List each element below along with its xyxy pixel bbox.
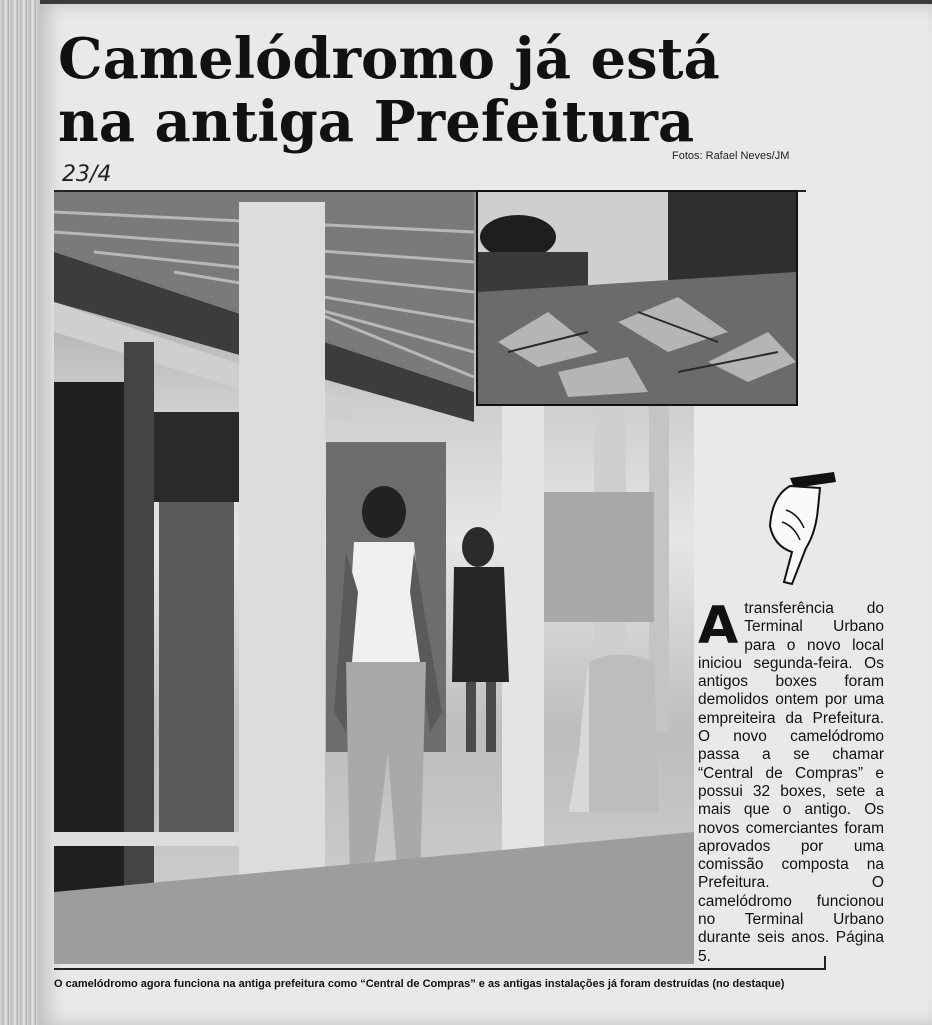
pointing-hand-icon xyxy=(760,468,840,588)
photo-caption: O camelódromo agora funciona na antiga prefeitura como “Central de Compras” e as antigas instalações já foram destruídas (no destaque) xyxy=(54,978,785,990)
inset-photo-demolition xyxy=(476,190,798,406)
binder-edge xyxy=(0,0,40,1025)
handwritten-date: 23/4 xyxy=(62,162,112,187)
drop-cap: A xyxy=(698,596,739,656)
article-body xyxy=(698,596,884,966)
headline-line-2: na antiga Prefeitura xyxy=(58,89,695,155)
headline-line-1: Camelódromo já está xyxy=(58,26,720,92)
article-text: transferência do Terminal Urbano para o novo local iniciou segunda-feira. Os antigos boxes foram demolidos ontem por uma empreiteira da Prefeitura. O novo camelódromo passa a se chamar “Central de Compras” e possui 32 boxes, sete a mais que o antigo. Os novos comerciantes foram aprovados por uma comissão composta na Prefeitura. O camelódromo funcionou no Terminal Urbano durante seis anos. Página 5. xyxy=(698,600,884,965)
corner-rule xyxy=(824,956,826,970)
bottom-rule xyxy=(54,968,826,970)
photo-credit: Fotos: Rafael Neves/JM xyxy=(672,150,790,162)
headline xyxy=(58,28,720,154)
